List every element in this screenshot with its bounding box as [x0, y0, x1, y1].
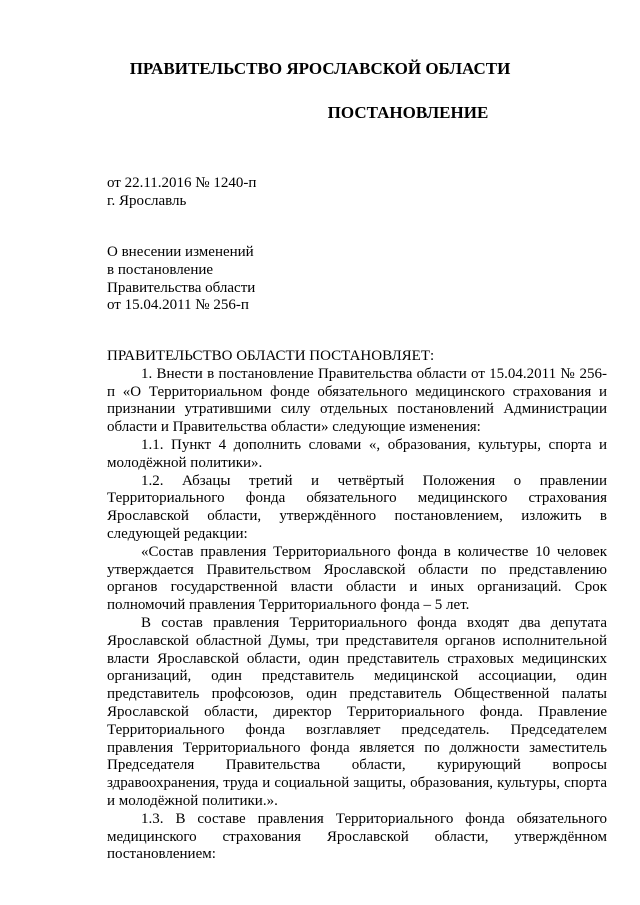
quoted-paragraph-members: В состав правления Территориального фонда входят два депутата Ярославской областной Думы, три представителя органов исполнительной власти Ярославской области, один представитель страховых медицинских организаций, один представитель медицинской ассоциации, один представитель профсоюзов, один представитель Общественной палаты Ярославской области, директор Территориального фонда. Правление Территориального фонда возглавляет председатель. Председателем правления Территориального фонда является по должности заместитель Председателя Правительства области, курирующий вопросы здравоохранения, труда и социальной защиты, образования, культуры, спорта и молодёжной политики.». [107, 614, 607, 809]
document-meta [107, 175, 256, 211]
date-number-line: от 22.11.2016 № 1240-п [107, 175, 257, 191]
paragraph-1-2: 1.2. Абзацы третий и четвёртый Положения о правлении Территориального фонда обязательного медицинского страхования Ярославской области, утверждённого постановлением, изложить в следующей редакции: [107, 472, 607, 542]
resolution-lead: ПРАВИТЕЛЬСТВО ОБЛАСТИ ПОСТАНОВЛЯЕТ: [107, 348, 435, 364]
city-line: г. Ярославль [107, 192, 187, 209]
document-body [107, 348, 607, 864]
paragraph-1-3: 1.3. В составе правления Территориального фонда обязательного медицинского страхования Ярославской области, утверждённом постановлением: [107, 810, 607, 863]
document-subject [107, 244, 255, 315]
paragraph-1: 1. Внести в постановление Правительства области от 15.04.2011 № 256-п «О Территориальном фонде обязательного медицинского страхования и признании утратившими силу отдельных постановлений Администрации области и Правительства области» следующие изменения: [107, 365, 607, 436]
paragraph-1-1: 1.1. Пункт 4 дополнить словами «, образования, культуры, спорта и молодёжной политики». [107, 436, 607, 471]
subject-line: Правительства области [107, 279, 256, 296]
subject-line: от 15.04.2011 № 256-п [107, 297, 249, 314]
subject-line: О внесении изменений [107, 244, 254, 260]
quoted-paragraph-composition: «Состав правления Территориального фонда в количестве 10 человек утверждается Правительством Ярославской области по представлению органов государственной власти области и иных организаций. Срок полномочий правления Территориального фонда – 5 лет. [107, 543, 607, 614]
government-title: ПРАВИТЕЛЬСТВО ЯРОСЛАВСКОЙ ОБЛАСТИ [129, 59, 511, 78]
subject-line: в постановление [107, 261, 214, 278]
document-type-title: ПОСТАНОВЛЕНИЕ [327, 103, 489, 122]
